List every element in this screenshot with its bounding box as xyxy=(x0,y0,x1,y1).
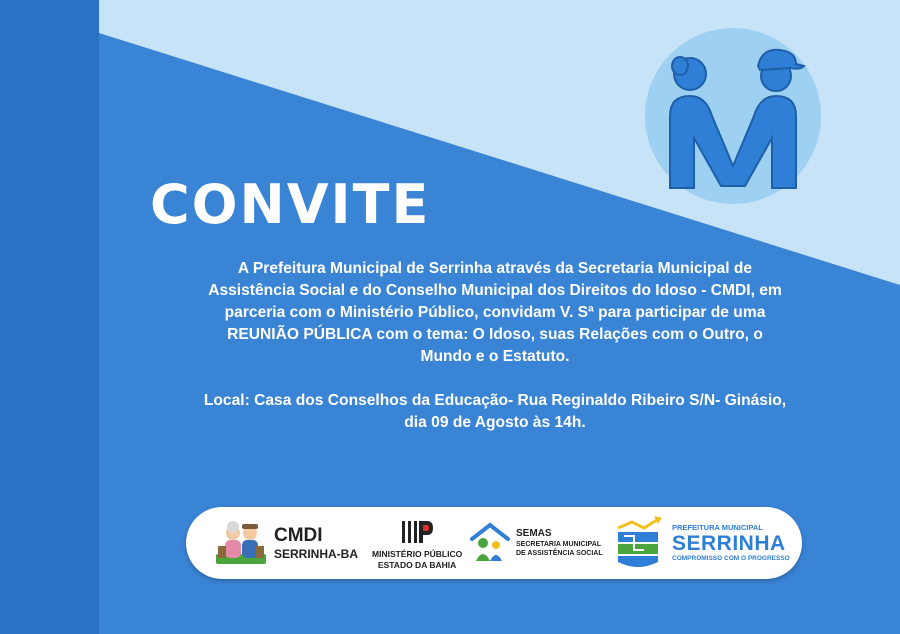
cmdi-subtitle: SERRINHA-BA xyxy=(274,547,358,561)
cmdi-logo xyxy=(214,507,358,579)
paragraph-line: A Prefeitura Municipal de Serrinha através da Secretaria Municipal de xyxy=(237,260,753,277)
sponsor-logo-bar xyxy=(186,507,802,579)
semas-house-family-icon xyxy=(468,521,512,565)
title: CONVITE xyxy=(150,173,431,236)
mp-emblem-icon xyxy=(399,517,435,547)
paragraph-line: Assistência Social e do Conselho Municipal dos Direitos do Idoso - CMDI, em xyxy=(208,282,782,299)
paragraph-line: parceria com o Ministério Público, convidam V. Sª para participar de uma xyxy=(224,304,766,321)
paragraph-line: Mundo e o Estatuto. xyxy=(420,348,570,365)
location-line: Local: Casa dos Conselhos da Educação- Rua Reginaldo Ribeiro S/N- Ginásio, xyxy=(203,392,787,409)
serrinha-emblem-icon xyxy=(614,514,666,572)
invitation-text xyxy=(130,258,860,434)
date-line: dia 09 de Agosto às 14h. xyxy=(404,414,586,431)
mp-line-2: ESTADO DA BAHIA xyxy=(377,559,457,570)
semas-logo xyxy=(468,507,603,579)
prefeitura-serrinha-logo xyxy=(614,507,790,579)
serrinha-name: SERRINHA xyxy=(672,532,786,555)
elderly-couple-icon xyxy=(214,516,268,570)
ministerio-publico-logo xyxy=(372,507,462,579)
semas-line-2: DE ASSISTÊNCIA SOCIAL xyxy=(516,550,603,557)
serrinha-tagline: COMPROMISSO COM O PROGRESSO xyxy=(672,555,790,562)
paragraph-line: REUNIÃO PÚBLICA com o tema: O Idoso, suas Relações com o Outro, o xyxy=(227,326,763,343)
elderly-couple-m-logo xyxy=(640,26,826,206)
cmdi-name: CMDI xyxy=(274,525,323,546)
semas-name: SEMAS xyxy=(516,528,552,539)
serrinha-top-label: PREFEITURA MUNICIPAL xyxy=(672,522,763,532)
mp-line-1: MINISTÉRIO PÚBLICO xyxy=(372,549,463,559)
semas-line-1: SECRETARIA MUNICIPAL xyxy=(516,541,602,548)
